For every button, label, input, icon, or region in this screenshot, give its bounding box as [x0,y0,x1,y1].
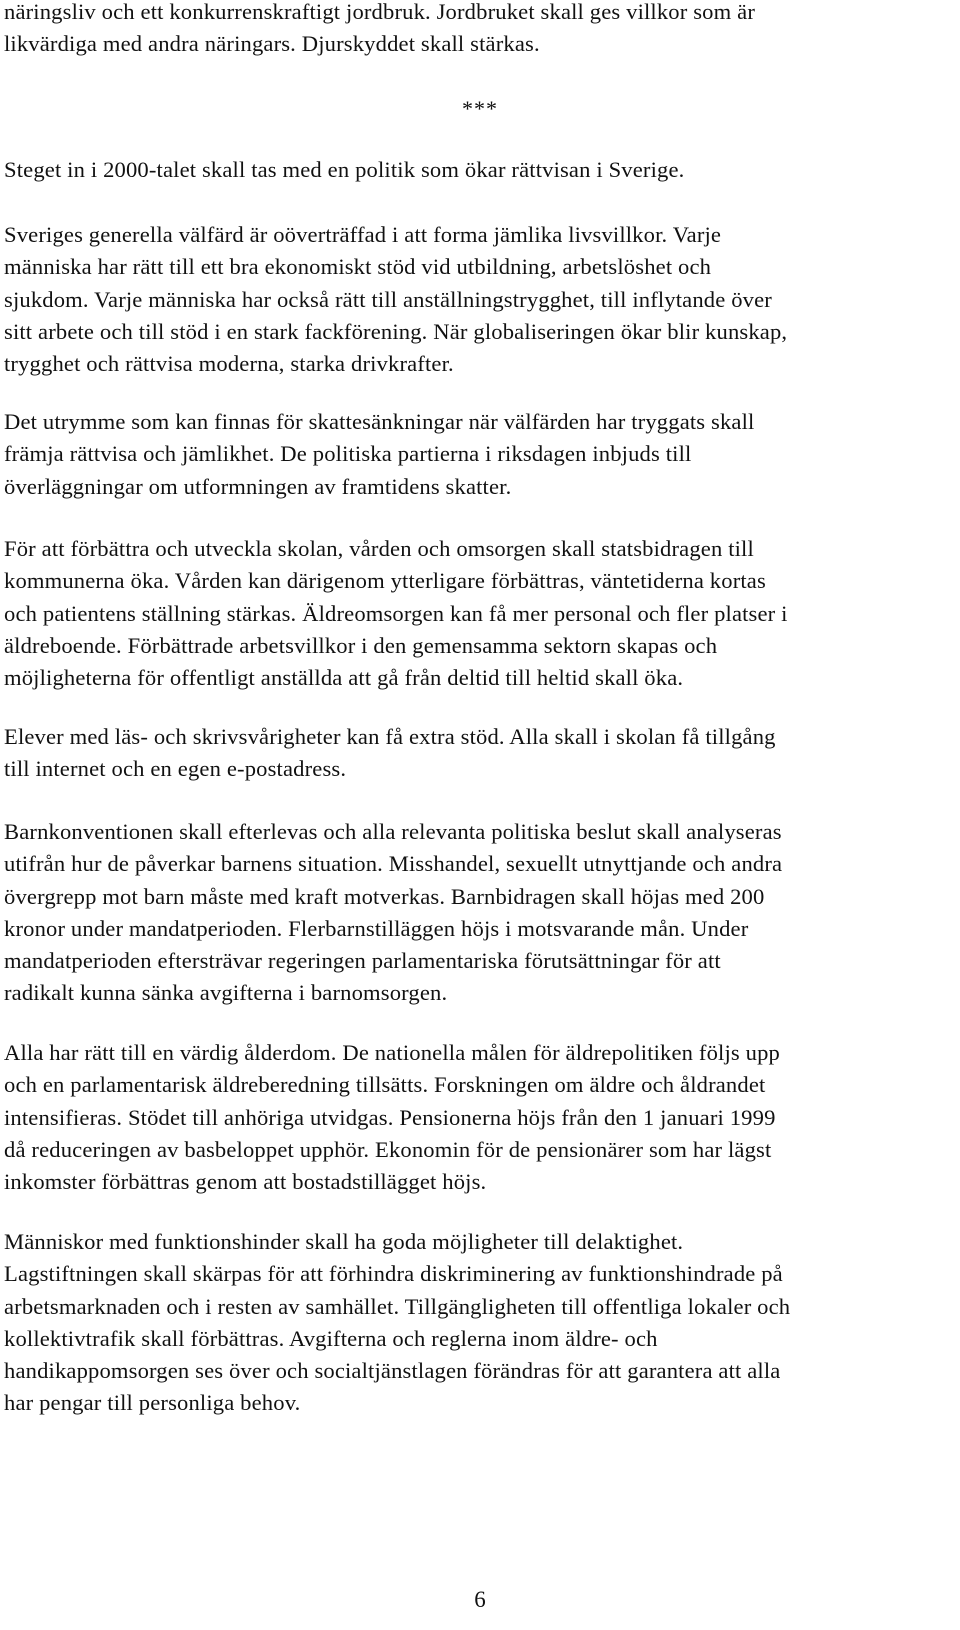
text-line: kronor under mandatperioden. Flerbarnstilläggen höjs i motsvarande mån. Under [4,915,749,941]
text-line: och en parlamentarisk äldreberedning tillsätts. Forskningen om äldre och åldrandet [4,1072,766,1098]
text-line: handikappomsorgen ses över och socialtjänstlagen förändras för att garantera att alla [4,1358,781,1384]
text-line: intensifieras. Stödet till anhöriga utvidgas. Pensionerna höjs från den 1 januari 1999 [4,1104,776,1130]
paragraph [4,1226,790,1420]
text-line: För att förbättra och utveckla skolan, vården och omsorgen skall statsbidragen till [4,536,754,561]
paragraph [4,721,776,786]
text-line: arbetsmarknaden och i resten av samhället. Tillgängligheten till offentliga lokaler och [4,1293,791,1319]
text-line: radikalt kunna sänka avgifterna i barnomsorgen. [4,980,448,1006]
paragraph [4,219,787,380]
text-line: Elever med läs- och skrivsvårigheter kan få extra stöd. Alla skall i skolan få tillgång [4,724,776,749]
text-line: Människor med funktionshinder skall ha goda möjligheter till delaktighet. [4,1229,684,1254]
paragraph [4,154,684,186]
text-line: då reduceringen av basbeloppet upphör. Ekonomin för de pensionärer som har lägst [4,1136,772,1162]
paragraph [4,406,754,503]
text-line: mandatperioden eftersträvar regeringen parlamentariska förutsättningar för att [4,948,721,974]
text-line: möjligheterna för offentligt anställda att gå från deltid till heltid skall öka. [4,665,684,691]
text-line: Steget in i 2000-talet skall tas med en politik som ökar rättvisan i Sverige. [4,157,685,182]
text-line: har pengar till personliga behov. [4,1390,301,1416]
text-line: Lagstiftningen skall skärpas för att förhindra diskriminering av funktionshindrade på [4,1261,783,1287]
text-line: kommunerna öka. Vården kan därigenom ytterligare förbättras, väntetiderna kortas [4,568,766,594]
text-line: till internet och en egen e-postadress. [4,756,347,782]
paragraph [4,533,788,694]
text-line: inkomster förbättras genom att bostadstillägget höjs. [4,1169,487,1195]
text-line: och patientens ställning stärkas. Äldreomsorgen kan få mer personal och fler platser i [4,600,788,626]
page-number: 6 [474,1587,486,1612]
text-line: övergrepp mot barn måste med kraft motverkas. Barnbidragen skall höjas med 200 [4,883,765,909]
text-line: överläggningar om utformningen av framtidens skatter. [4,473,512,499]
text-line: sitt arbete och till stöd i en stark fackförening. När globaliseringen ökar blir kunskap, [4,318,788,344]
text-line: likvärdiga med andra näringars. Djurskyddet skall stärkas. [4,31,540,57]
text-line: Det utrymme som kan finnas för skattesänkningar när välfärden har tryggats skall [4,409,755,434]
text-line: kollektivtrafik skall förbättras. Avgifterna och reglerna inom äldre- och [4,1325,658,1351]
paragraph [4,816,782,1010]
text-line: människa har rätt till ett bra ekonomiskt stöd vid utbildning, arbetslöshet och [4,254,712,280]
text-line: trygghet och rättvisa moderna, starka drivkrafter. [4,351,454,377]
text-line: Sveriges generella välfärd är oöverträffad i att forma jämlika livsvillkor. Varje [4,222,722,247]
section-separator: *** [462,96,498,121]
text-line: Alla har rätt till en värdig ålderdom. De nationella målen för äldrepolitiken följs upp [4,1040,780,1065]
text-line: näringsliv och ett konkurrenskraftigt jordbruk. Jordbruket skall ges villkor som är [4,0,755,24]
text-line: äldreboende. Förbättrade arbetsvillkor i den gemensamma sektorn skapas och [4,632,718,658]
intro-paragraph [4,0,755,61]
text-line: främja rättvisa och jämlikhet. De politiska partierna i riksdagen inbjuds till [4,441,692,467]
text-line: sjukdom. Varje människa har också rätt till anställningstrygghet, till inflytande över [4,286,772,312]
text-line: utifrån hur de påverkar barnens situation. Misshandel, sexuellt utnyttjande och andra [4,851,783,877]
paragraph [4,1037,780,1198]
text-line: Barnkonventionen skall efterlevas och alla relevanta politiska beslut skall analyseras [4,819,782,844]
